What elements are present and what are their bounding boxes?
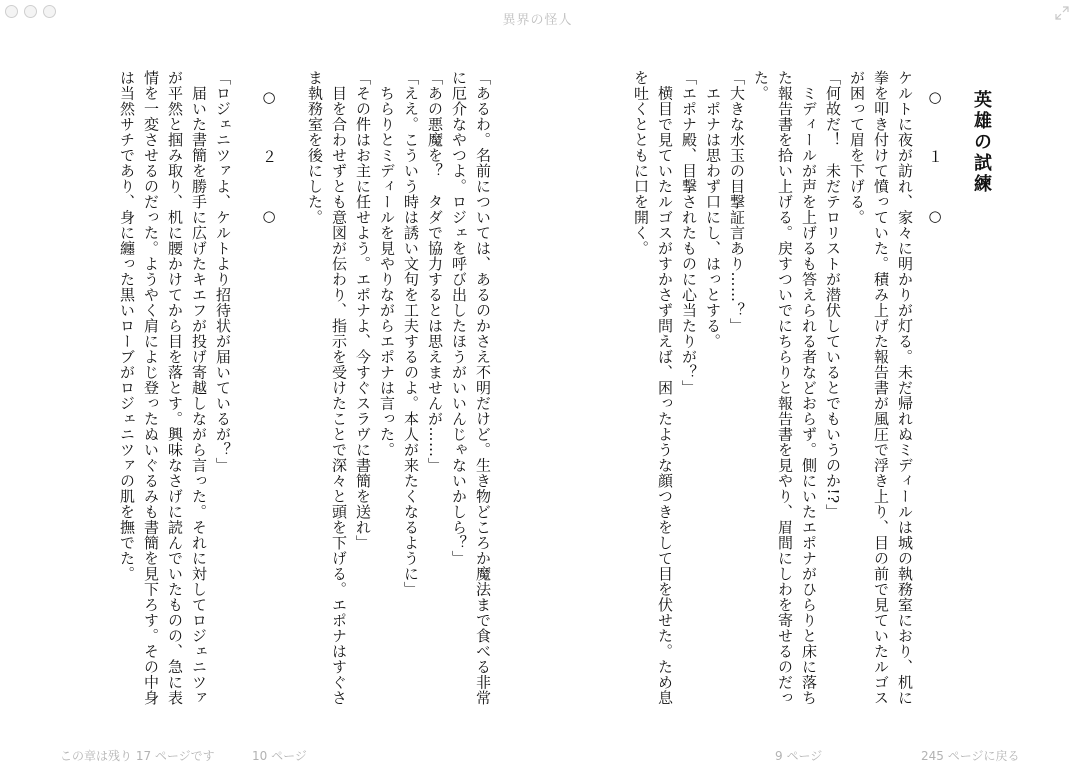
paragraph: 「エポナ殿、目撃されたものに心当たりが？」: [680, 70, 698, 396]
paragraph: ちらりとミディールを見やりながらエポナは言った。: [378, 70, 396, 458]
paragraph: 「あるわ。名前については、あるのかさえ不明だけど。生き物どころか魔法まで食べる非常に厄介なやつよ。ロジェを呼び出したほうがいいんじゃないかしら？」: [450, 70, 492, 706]
fullscreen-icon[interactable]: [1055, 6, 1069, 20]
chapter-remaining-label: この章は残り 17 ページです: [60, 749, 215, 763]
paragraph: 「何故だ！ 未だテロリストが潜伏しているとでもいうのか!?」: [824, 70, 842, 520]
paragraph: 「大きな水玉の目撃証言あり……？」: [728, 70, 746, 334]
paragraph: ミディールが声を上げるも答えられる者などおらず。側にいたエポナがひらりと床に落ちた報告書を拾い上げる。戻すついでにちらりと報告書を見やり、眉間にしわを寄せるのだった。: [752, 70, 818, 706]
paragraph: エポナは思わず口にし、はっとする。: [704, 70, 722, 349]
paragraph: 「あの悪魔を？ タダで協力するとは思えませんが……」: [426, 70, 444, 473]
right-page-number: 9 ページ: [775, 749, 823, 763]
back-to-page-link[interactable]: 245 ページに戻る: [921, 749, 1020, 763]
right-page: [533, 70, 993, 720]
paragraph: 「ロジェニツァよ、ケルトより招待状が届いているが？」: [214, 70, 232, 473]
window-title: 異界の怪人: [502, 13, 573, 28]
paragraph: 「その件はお主に任せよう。エポナよ、今すぐスラヴに書簡を送れ」: [354, 70, 372, 551]
section-mark-1: ○ １ ○: [926, 88, 944, 239]
chapter-title: 英雄の試練: [971, 90, 992, 195]
title-bar: [0, 0, 1075, 34]
paragraph: ケルトに夜が訪れ、家々に明かりが灯る。未だ帰れぬミディールは城の執務室におり、机に拳を叩き付けて憤っていた。積み上げた報告書が風圧で浮き上り、目の前で見ていたルゴスが困って眉を下げる。: [848, 70, 914, 706]
paragraph: 横目で見ていたルゴスがすかさず問えば、困ったような顔つきをして目を伏せた。ため息を吐くとともに口を開く。: [632, 70, 674, 706]
paragraph: 届いた書簡を勝手に広げたキエフが投げ寄越しながら言った。それに対してロジェニツァが平然と掴み取り、机に腰かけてから目を落とす。興味なさげに読んでいたものの、急に表情を一変させるのだった。ようやく肩によじ登ったぬいぐるみも書簡を見下ろす。その中身は当然サチであり、身に纏った黒いローブがロジェニツァの肌を撫でた。: [118, 70, 208, 706]
section-mark-2: ○ ２ ○: [260, 88, 278, 239]
left-page-number: 10 ページ: [252, 749, 307, 763]
left-page: [95, 70, 495, 720]
paragraph: 目を合わせずとも意図が伝わり、指示を受けたことで深々と頭を下げる。エポナはすぐさま執務室を後にした。: [306, 70, 348, 706]
paragraph: 「ええ。こういう時は誘い文句を工夫するのよ。本人が来たくなるように」: [402, 70, 420, 597]
